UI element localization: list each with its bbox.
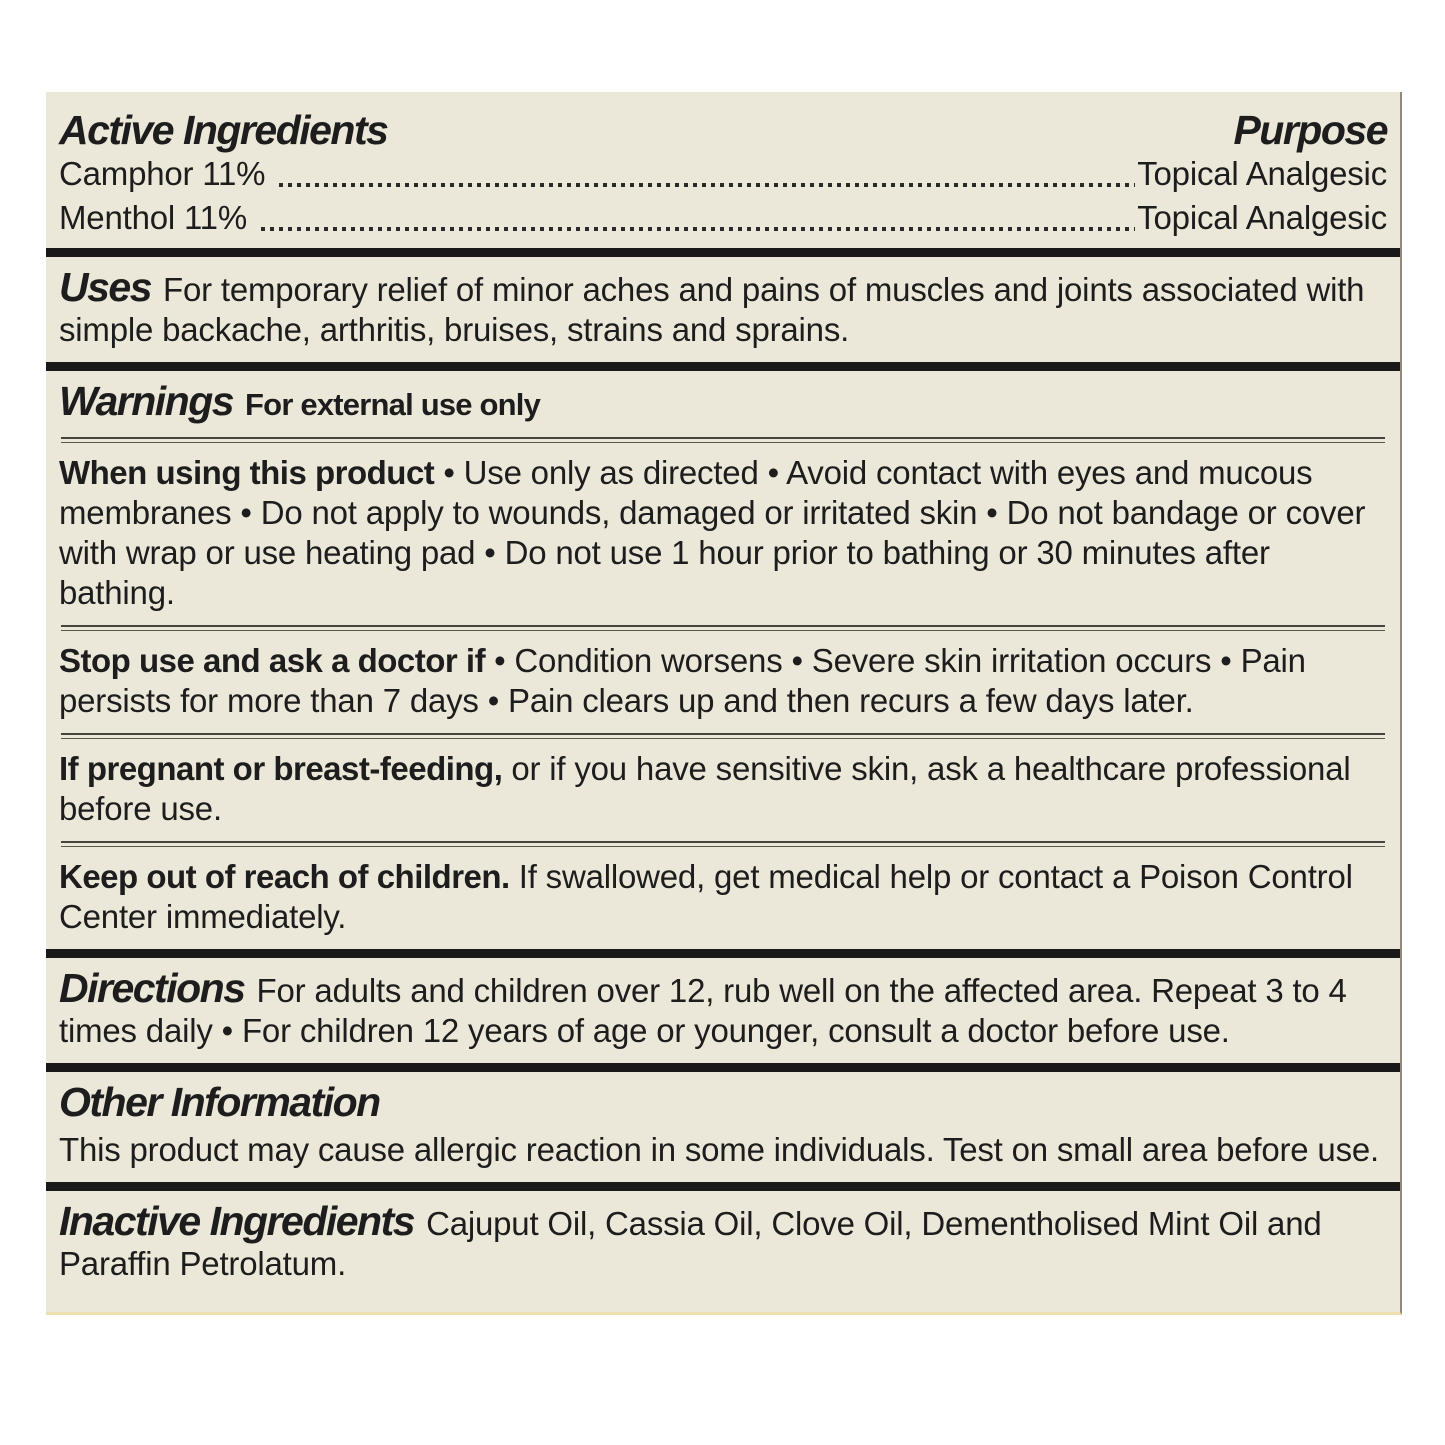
- stop-use-lead: Stop use and ask a doctor if: [59, 642, 486, 679]
- when-using-section: [59, 443, 1387, 625]
- pregnant-paragraph: [59, 749, 1387, 829]
- pregnant-section: [59, 739, 1387, 841]
- children-warning-text: If swallowed, get medical help or contact a Poison Control Center immediately.: [59, 858, 1353, 935]
- dotted-leader: [279, 183, 1135, 187]
- ingredient-name: Menthol 11%: [59, 199, 247, 236]
- ingredient-name: Camphor 11%: [59, 155, 266, 192]
- section-divider-thick: [46, 949, 1400, 958]
- directions-section: [59, 958, 1387, 1063]
- uses-section: [59, 257, 1387, 362]
- uses-text: For temporary relief of minor aches and pains of muscles and joints associated with simple backache, arthritis, bruises, strains and sprains.: [59, 271, 1365, 348]
- inactive-ingredients-section: [59, 1191, 1387, 1296]
- directions-text: For adults and children over 12, rub well on the affected area. Repeat 3 to 4 times daily • For children 12 years of age or younger, consult a doctor before use.: [59, 972, 1347, 1049]
- section-divider-thick: [46, 1063, 1400, 1072]
- active-ingredients-heading: Active Ingredients: [59, 107, 388, 153]
- inactive-ingredients-text: Cajuput Oil, Cassia Oil, Clove Oil, Dementholised Mint Oil and Paraffin Petrolatum.: [59, 1205, 1322, 1282]
- warnings-subheading: For external use only: [245, 387, 541, 422]
- other-information-text: This product may cause allergic reaction in some individuals. Test on small area before use.: [59, 1131, 1379, 1168]
- children-warning-section: [59, 847, 1387, 949]
- other-information-heading: Other Information: [59, 1079, 380, 1125]
- section-divider-thick: [46, 248, 1400, 257]
- pregnant-lead: If pregnant or breast-feeding,: [59, 750, 503, 787]
- other-information-section: [59, 1072, 1387, 1182]
- directions-heading: Directions: [59, 965, 245, 1011]
- active-ingredients-section: [59, 98, 1387, 248]
- inactive-ingredients-paragraph: [59, 1198, 1387, 1284]
- section-divider-thick: [46, 362, 1400, 371]
- drug-facts-label: [46, 92, 1402, 1315]
- warnings-header-row: [59, 378, 1387, 425]
- when-using-paragraph: [59, 453, 1387, 613]
- warnings-header-section: [59, 371, 1387, 437]
- purpose-heading: Purpose: [1233, 107, 1387, 153]
- uses-paragraph: [59, 264, 1387, 350]
- dotted-leader: [261, 227, 1135, 231]
- ingredient-purpose: Topical Analgesic: [1137, 155, 1387, 192]
- uses-heading: Uses: [59, 264, 152, 310]
- ingredient-row-menthol: [59, 194, 1387, 238]
- children-warning-lead: Keep out of reach of children.: [59, 858, 510, 895]
- warnings-heading: Warnings: [59, 378, 234, 424]
- stop-use-section: [59, 631, 1387, 733]
- pregnant-text: or if you have sensitive skin, ask a healthcare professional before use.: [59, 750, 1351, 827]
- section-divider-thick: [46, 1182, 1400, 1191]
- ingredient-purpose: Topical Analgesic: [1137, 199, 1387, 236]
- when-using-text: • Use only as directed • Avoid contact with eyes and mucous membranes • Do not apply to wounds, damaged or irritated skin • Do not bandage or cover with wrap or use heating pad • Do not use 1 hour prior to bathing or 30 minutes after bathing.: [59, 454, 1366, 611]
- stop-use-text: • Condition worsens • Severe skin irritation occurs • Pain persists for more than 7 days • Pain clears up and then recurs a few days later.: [59, 642, 1306, 719]
- active-ingredients-header-row: [59, 106, 1387, 153]
- directions-paragraph: [59, 965, 1387, 1051]
- stop-use-paragraph: [59, 641, 1387, 721]
- when-using-lead: When using this product: [59, 454, 435, 491]
- ingredient-row-camphor: [59, 150, 1387, 194]
- children-warning-paragraph: [59, 857, 1387, 937]
- inactive-ingredients-heading: Inactive Ingredients: [59, 1198, 415, 1244]
